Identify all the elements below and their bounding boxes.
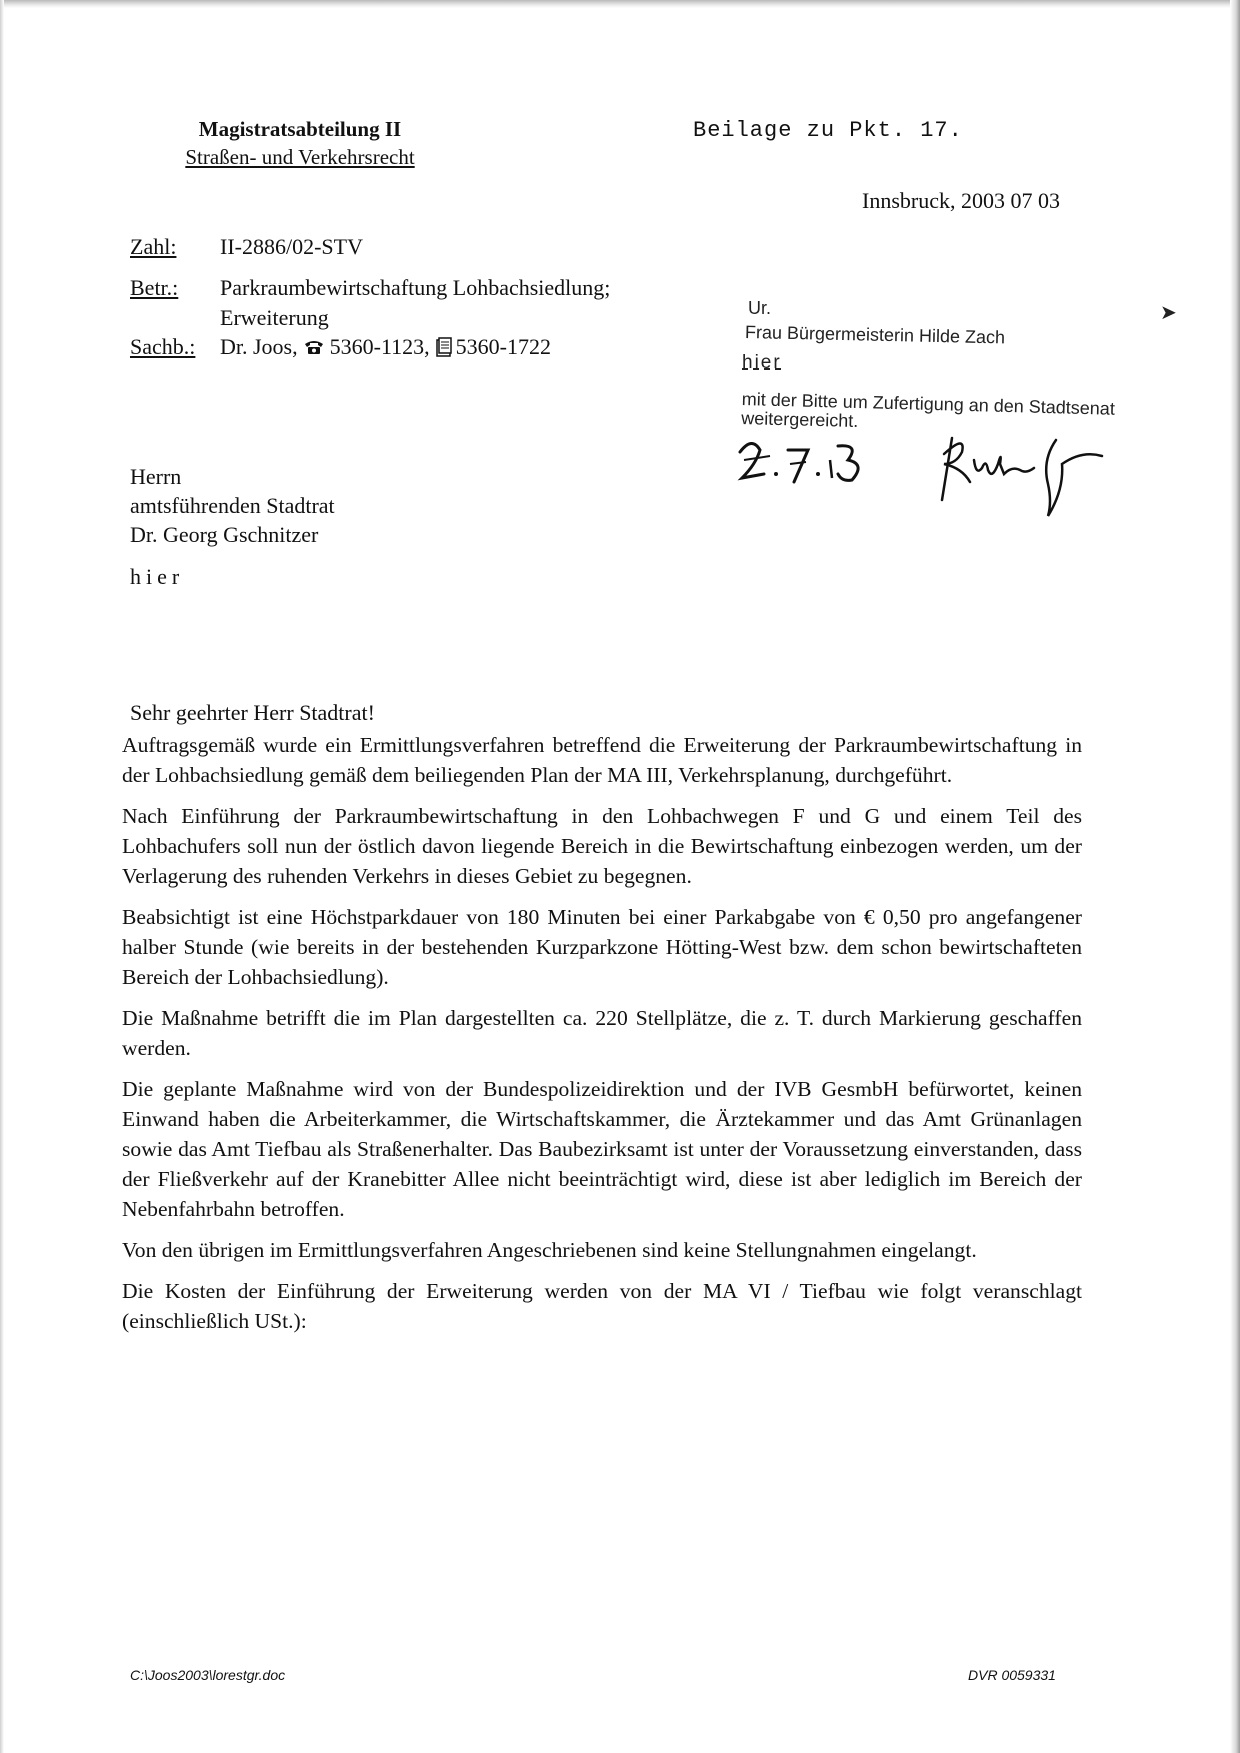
letter-body: [122, 730, 1082, 1347]
paragraph-1: Auftragsgemäß wurde ein Ermittlungsverfahren betreffend die Erweiterung der Parkraumbewirtschaftung in der Lohbachsiedlung gemäß dem beiliegenden Plan der MA III, Verkehrsplanung, durchgeführt.: [122, 733, 1082, 787]
sachb-label: Sachb.:: [130, 334, 196, 359]
attachment-note: Beilage zu Pkt. 17.: [693, 118, 963, 143]
stamp-hier: hier: [742, 352, 782, 373]
footer-file-path: C:\Joos2003\lorestgr.doc: [130, 1667, 286, 1683]
scan-edge-right: [1230, 0, 1240, 1753]
fax-icon: [436, 335, 452, 355]
scan-edge-top: [0, 0, 1240, 8]
zahl-label: Zahl:: [130, 234, 177, 259]
paragraph-7: Die Kosten der Einführung der Erweiterung werden von der MA VI / Tiefbau wie folgt veranschlagt (einschließlich USt.):: [122, 1279, 1082, 1333]
department-name: Magistratsabteilung II: [198, 117, 402, 141]
addressee-line3: Dr. Georg Gschnitzer: [130, 522, 319, 547]
sachb-name: Dr. Joos,: [220, 334, 298, 359]
telephone-icon: [304, 333, 324, 349]
addressee-line4: hier: [130, 564, 185, 589]
paragraph-4: Die Maßnahme betrifft die im Plan dargestellten ca. 220 Stellplätze, die z. T. durch Markierung geschaffen werden.: [122, 1006, 1082, 1060]
addressee-line1: Herrn: [130, 464, 182, 489]
paragraph-6: Von den übrigen im Ermittlungsverfahren Angeschriebenen sind keine Stellungnahmen eingelangt.: [122, 1238, 977, 1262]
stamp-request: mit der Bitte um Zufertigung an den Stadtsenat weitergereicht.: [741, 389, 1116, 432]
addressee-line2: amtsführenden Stadtrat: [130, 493, 335, 518]
paragraph-2: Nach Einführung der Parkraumbewirtschaftung in den Lohbachwegen F und G und einem Teil des Lohbachufers soll nun der östlich davon liegende Bereich in die Bewirtschaftung einbezogen werden, um der Verlagerung des ruhenden Verkehrs in dieses Gebiet zu begegnen.: [122, 804, 1082, 888]
zahl-value: II-2886/02-STV: [220, 234, 363, 259]
signature-drawing: [730, 430, 1130, 520]
salutation: Sehr geehrter Herr Stadtrat!: [130, 700, 375, 725]
betr-line1: Parkraumbewirtschaftung Lohbachsiedlung;: [220, 275, 611, 300]
paragraph-3: Beabsichtigt ist eine Höchstparkdauer von 180 Minuten bei einer Parkabgabe von € 0,50 pro angefangener halber Stunde (wie bereits in der bestehenden Kurzparkzone Hötting-West bzw. dem schon bewirtschafteten Bereich der Lohbachsiedlung).: [122, 905, 1082, 989]
paragraph-5: Die geplante Maßnahme wird von der Bundespolizeidirektion und der IVB GesmbH befürwortet, keinen Einwand haben die Arbeiterkammer, die Wirtschaftskammer, die Ärztekammer und das Amt Grünanlagen sowie das Amt Tiefbau als Straßenerhalter. Das Baubezirksamt ist unter der Voraussetzung einverstanden, dass der Fließverkehr auf der Kranebitter Allee nicht beeinträchtigt wird, diese ist aber lediglich im Bereich der Nebenfahrbahn betroffen.: [122, 1077, 1082, 1221]
scan-edge-left: [0, 0, 4, 1753]
phone-number: 5360-1123,: [329, 334, 430, 359]
fax-number: 5360-1722: [455, 334, 551, 359]
footer-dvr-number: DVR 0059331: [968, 1667, 1056, 1683]
betr-line2: Erweiterung: [220, 305, 329, 330]
stamp-ur: Ur.: [748, 298, 772, 318]
handwritten-date-and-signature: [730, 430, 1130, 525]
sachb-contact: [220, 332, 551, 362]
scan-mark-icon: ➤: [1160, 302, 1177, 324]
betr-label: Betr.:: [130, 275, 179, 300]
place-date: Innsbruck, 2003 07 03: [862, 188, 1060, 213]
subdepartment-name: Straßen- und Verkehrsrecht: [185, 145, 415, 169]
stamp-recipient: Frau Bürgermeisterin Hilde Zach: [744, 322, 1006, 348]
